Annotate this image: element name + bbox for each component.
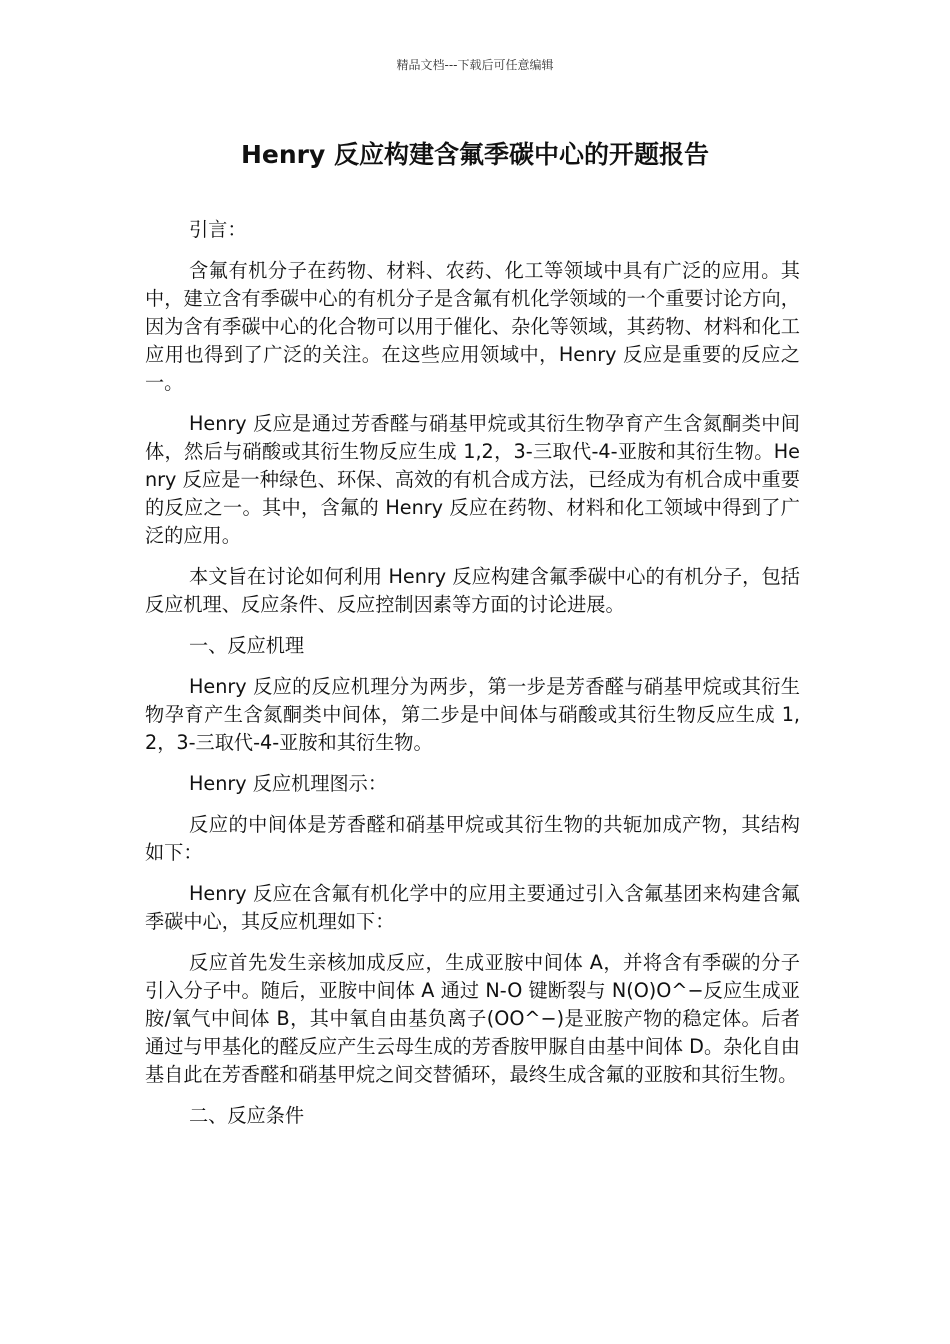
section-heading: 一、反应机理 bbox=[189, 634, 305, 657]
document-body bbox=[145, 216, 800, 1143]
paragraph: Henry 反应在含氟有机化学中的应用主要通过引入含氟基团来构建含氟季碳中心，其反应机理如下： bbox=[145, 882, 800, 933]
paragraph-intro-label: 引言： bbox=[189, 218, 247, 241]
document-title: Henry 反应构建含氟季碳中心的开题报告 bbox=[240, 140, 709, 169]
paragraph: 含氟有机分子在药物、材料、农药、化工等领域中具有广泛的应用。其中，建立含有季碳中心的有机分子是含氟有机化学领域的一个重要讨论方向，因为含有季碳中心的化合物可以用于催化、杂化等领域，其药物、材料和化工应用也得到了广泛的关注。在这些应用领域中，Henry 反应是重要的反应之一。 bbox=[145, 259, 800, 394]
paragraph: Henry 反应的反应机理分为两步，第一步是芳香醛与硝基甲烷或其衍生物孕育产生含氮酮类中间体，第二步是中间体与硝酸或其衍生物反应生成 1,2，3-三取代-4-亚胺和其衍生物。 bbox=[145, 675, 800, 754]
section-heading: 二、反应条件 bbox=[189, 1104, 305, 1127]
paragraph: 反应首先发生亲核加成反应，生成亚胺中间体 A，并将含有季碳的分子引入分子中。随后，亚胺中间体 A 通过 N-O 键断裂与 N(O)O^−反应生成亚胺/氧气中间体 B，其中氧自由基负离子(OO^−)是亚胺产物的稳定体。后者通过与甲基化的醛反应产生云母生成的芳香胺甲脲自由基中间体 D。杂化自由基自此在芳香醛和硝基甲烷之间交替循环，最终生成含氟的亚胺和其衍生物。 bbox=[145, 951, 800, 1086]
page-header: 精品文档---下载后可任意编辑 bbox=[396, 58, 554, 72]
paragraph: 反应的中间体是芳香醛和硝基甲烷或其衍生物的共轭加成产物，其结构如下： bbox=[145, 813, 800, 864]
paragraph: Henry 反应是通过芳香醛与硝基甲烷或其衍生物孕育产生含氮酮类中间体，然后与硝酸或其衍生物反应生成 1,2，3-三取代-4-亚胺和其衍生物。Henry 反应是一种绿色、环保、高效的有机合成方法，已经成为有机合成中重要的反应之一。其中，含氟的 Henry 反应在药物、材料和化工领域中得到了广泛的应用。 bbox=[145, 412, 800, 547]
paragraph: 本文旨在讨论如何利用 Henry 反应构建含氟季碳中心的有机分子，包括反应机理、反应条件、反应控制因素等方面的讨论进展。 bbox=[145, 565, 800, 616]
paragraph: Henry 反应机理图示： bbox=[189, 772, 388, 795]
